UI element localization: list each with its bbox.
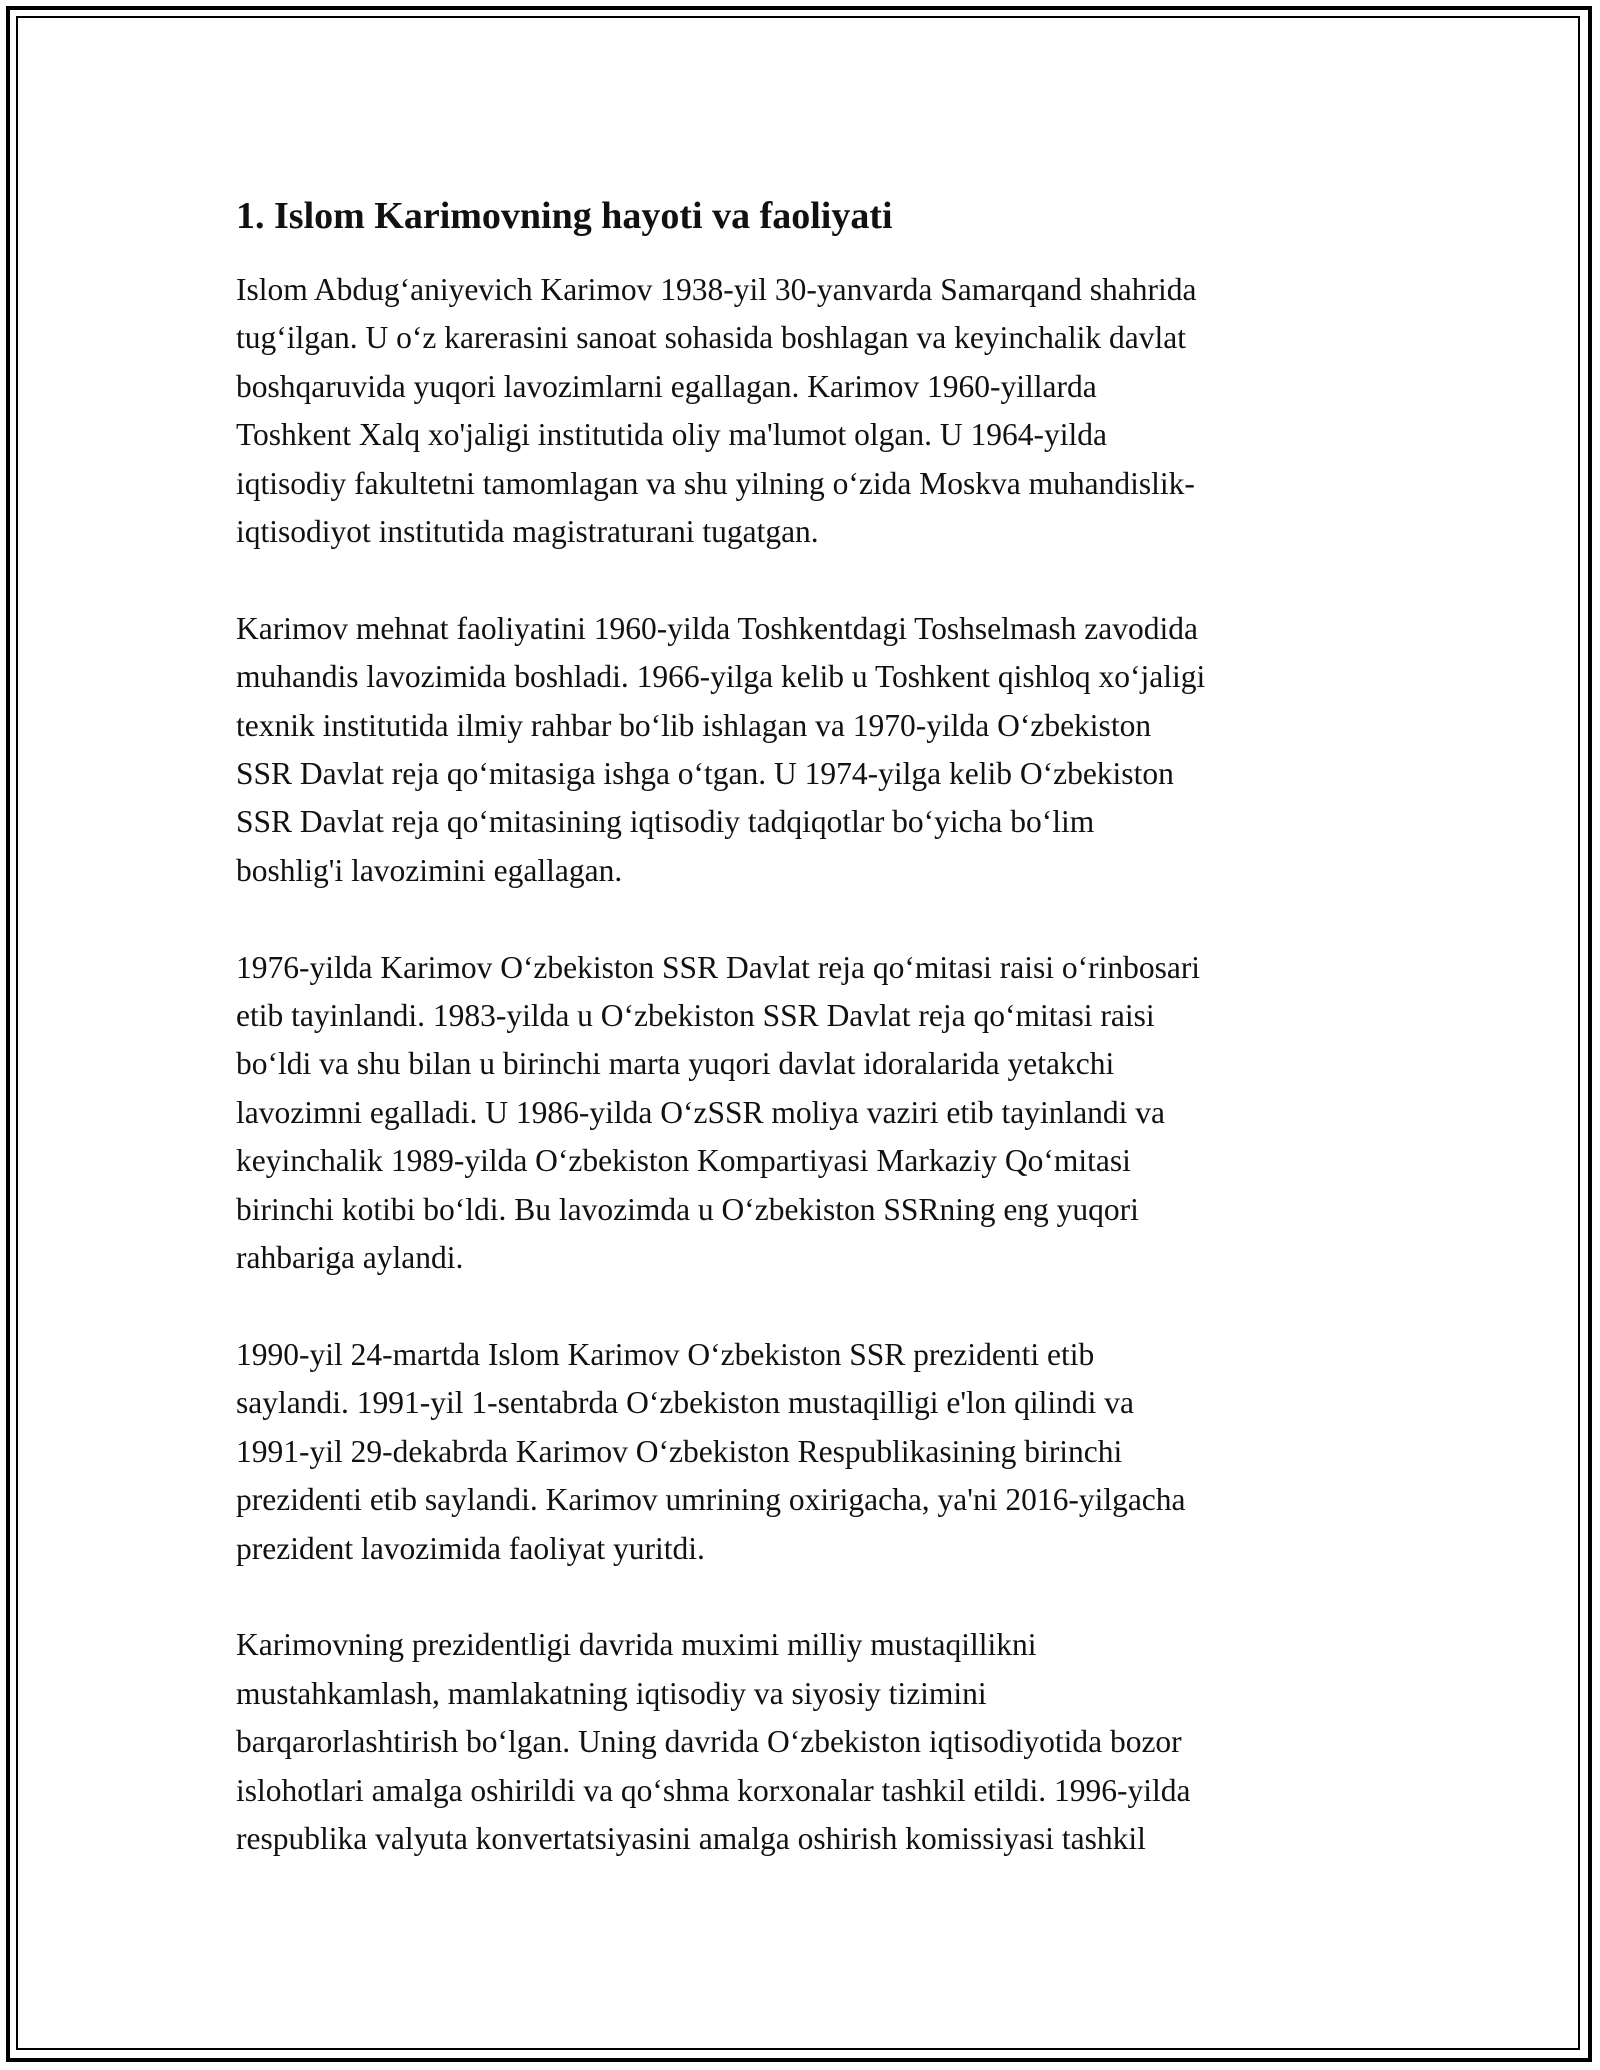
text-line: tug‘ilgan. U o‘z karerasini sanoat sohasida boshlagan va keyinchalik davlat	[236, 320, 1186, 356]
text-line: Karimov mehnat faoliyatini 1960-yilda Toshkentdagi Toshselmash zavodida	[236, 610, 1198, 646]
paragraph-5	[236, 1621, 1376, 1863]
text-line: 1991-yil 29-dekabrda Karimov O‘zbekiston Respublikasining birinchi	[236, 1433, 1123, 1469]
paragraph-4	[236, 1331, 1376, 1573]
text-line: 1990-yil 24-martda Islom Karimov O‘zbekiston SSR prezidenti etib	[236, 1336, 1095, 1372]
text-line: islohotlari amalga oshirildi va qo‘shma korxonalar tashkil etildi. 1996-yilda	[236, 1772, 1191, 1808]
document-body	[236, 186, 1376, 1912]
paragraph-1	[236, 266, 1376, 556]
text-line: bo‘ldi va shu bilan u birinchi marta yuqori davlat idoralarida yetakchi	[236, 1046, 1115, 1082]
text-line: prezidenti etib saylandi. Karimov umrining oxirigacha, ya'ni 2016-yilgacha	[236, 1482, 1186, 1518]
text-line: birinchi kotibi bo‘ldi. Bu lavozimda u O‘zbekiston SSRning eng yuqori	[236, 1191, 1139, 1227]
text-line: mustahkamlash, mamlakatning iqtisodiy va siyosiy tizimini	[236, 1675, 987, 1711]
text-line: iqtisodiy fakultetni tamomlagan va shu yilning o‘zida Moskva muhandislik-	[236, 465, 1195, 501]
text-line: texnik institutida ilmiy rahbar bo‘lib ishlagan va 1970-yilda O‘zbekiston	[236, 707, 1152, 743]
text-line: respublika valyuta konvertatsiyasini amalga oshirish komissiyasi tashkil	[236, 1820, 1146, 1856]
text-line: boshqaruvida yuqori lavozimlarni egallagan. Karimov 1960-yillarda	[236, 368, 1097, 404]
paragraph-3	[236, 944, 1376, 1283]
text-line: 1976-yilda Karimov O‘zbekiston SSR Davlat reja qo‘mitasi raisi o‘rinbosari	[236, 949, 1201, 985]
text-line: lavozimni egalladi. U 1986-yilda O‘zSSR moliya vaziri etib tayinlandi va	[236, 1094, 1166, 1130]
text-line: Karimovning prezidentligi davrida muximi milliy mustaqillikni	[236, 1627, 1037, 1663]
paragraph-2	[236, 605, 1376, 895]
text-line: rahbariga aylandi.	[236, 1240, 464, 1276]
text-line: Toshkent Xalq xo'jaligi institutida oliy ma'lumot olgan. U 1964-yilda	[236, 417, 1107, 453]
text-line: keyinchalik 1989-yilda O‘zbekiston Kompartiyasi Markaziy Qo‘mitasi	[236, 1143, 1131, 1179]
text-line: etib tayinlandi. 1983-yilda u O‘zbekiston SSR Davlat reja qo‘mitasi raisi	[236, 998, 1155, 1034]
text-line: Islom Abdug‘aniyevich Karimov 1938-yil 30-yanvarda Samarqand shahrida	[236, 272, 1197, 307]
text-line: saylandi. 1991-yil 1-sentabrda O‘zbekiston mustaqilligi e'lon qilindi va	[236, 1385, 1135, 1421]
text-line: boshlig'i lavozimini egallagan.	[236, 852, 623, 888]
text-line: muhandis lavozimida boshladi. 1966-yilga kelib u Toshkent qishloq xo‘jaligi	[236, 659, 1206, 695]
text-line: barqarorlashtirish bo‘lgan. Uning davrida O‘zbekiston iqtisodiyotida bozor	[236, 1724, 1182, 1760]
text-line: SSR Davlat reja qo‘mitasining iqtisodiy tadqiqotlar bo‘yicha bo‘lim	[236, 804, 1095, 840]
text-line: iqtisodiyot institutida magistraturani tugatgan.	[236, 514, 819, 550]
text-line: prezident lavozimida faoliyat yuritdi.	[236, 1530, 705, 1566]
section-heading: 1. Islom Karimovning hayoti va faoliyati	[236, 195, 893, 237]
text-line: SSR Davlat reja qo‘mitasiga ishga o‘tgan. U 1974-yilga kelib O‘zbekiston	[236, 756, 1174, 792]
